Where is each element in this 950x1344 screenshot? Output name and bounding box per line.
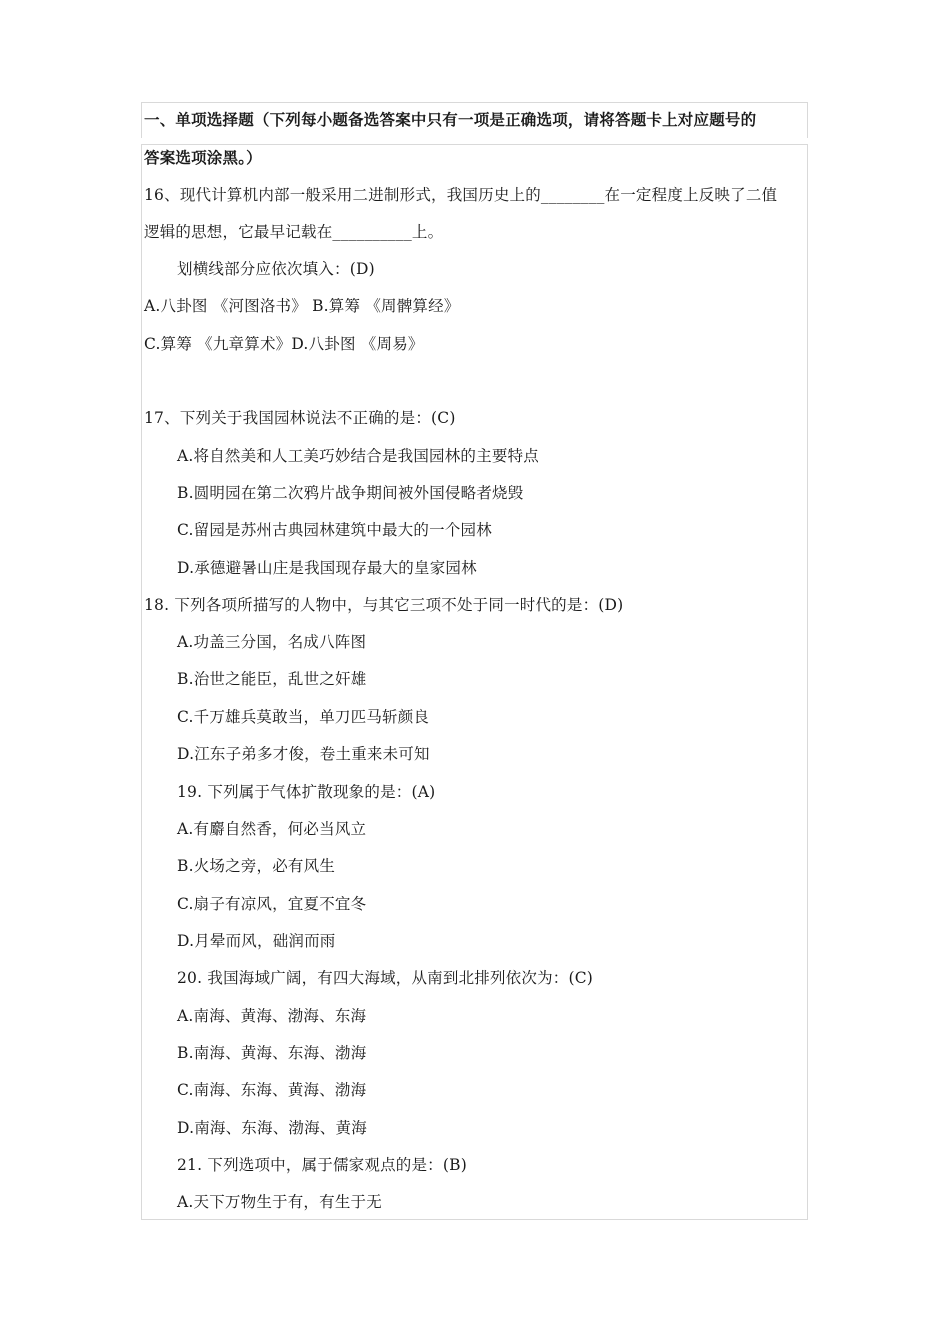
q20-option-a: A.南海、黄海、渤海、东海 — [177, 1007, 367, 1025]
q18-option-b: B.治世之能臣，乱世之奸雄 — [177, 670, 367, 688]
q21-option-a: A.天下万物生于有，有生于无 — [177, 1193, 382, 1211]
q16-options-line1: A.八卦图 《河图洛书》 B.算筹 《周髀算经》 — [144, 297, 460, 315]
q17-option-a: A.将自然美和人工美巧妙结合是我国园林的主要特点 — [177, 447, 539, 465]
q20-stem: 20. 我国海域广阔，有四大海域，从南到北排列依次为：(C) — [177, 969, 594, 987]
q19-stem: 19. 下列属于气体扩散现象的是：(A) — [177, 783, 436, 801]
q19-option-b: B.火场之旁，必有风生 — [177, 857, 336, 875]
q16-stem-line1: 16、现代计算机内部一般采用二进制形式，我国历史上的________在一定程度上反映了二值 — [144, 186, 778, 204]
q19-option-c: C.扇子有凉风，宜夏不宜冬 — [177, 895, 367, 913]
q17-stem: 17、下列关于我国园林说法不正确的是：(C) — [144, 409, 456, 427]
q20-option-b: B.南海、黄海、东海、渤海 — [177, 1044, 367, 1062]
q16-stem-line2: 逻辑的思想，它最早记载在__________上。 — [144, 223, 444, 241]
q18-option-c: C.千万雄兵莫敢当，单刀匹马斩颜良 — [177, 708, 430, 726]
section-heading-line2: 答案选项涂黑。） — [144, 149, 262, 167]
q18-option-a: A.功盖三分国，名成八阵图 — [177, 633, 367, 651]
q20-option-c: C.南海、东海、黄海、渤海 — [177, 1081, 367, 1099]
q17-option-b: B.圆明园在第二次鸦片战争期间被外国侵略者烧毁 — [177, 484, 524, 502]
section-heading-line1: 一、单项选择题（下列每小题备选答案中只有一项是正确选项，请将答题卡上对应题号的 — [144, 111, 757, 129]
q16-instruction: 划横线部分应依次填入：(D) — [177, 260, 375, 278]
q18-stem: 18. 下列各项所描写的人物中，与其它三项不处于同一时代的是：(D) — [144, 596, 624, 614]
q21-stem: 21. 下列选项中，属于儒家观点的是：(B) — [177, 1156, 467, 1174]
q19-option-d: D.月晕而风，础润而雨 — [177, 932, 336, 950]
q17-option-c: C.留园是苏州古典园林建筑中最大的一个园林 — [177, 521, 492, 539]
q16-options-line2: C.算筹 《九章算术》D.八卦图 《周易》 — [144, 335, 424, 353]
q17-option-d: D.承德避暑山庄是我国现存最大的皇家园林 — [177, 559, 477, 577]
q19-option-a: A.有麝自然香，何必当风立 — [177, 820, 367, 838]
q20-option-d: D.南海、东海、渤海、黄海 — [177, 1119, 367, 1137]
q18-option-d: D.江东子弟多才俊，卷土重来未可知 — [177, 745, 430, 763]
